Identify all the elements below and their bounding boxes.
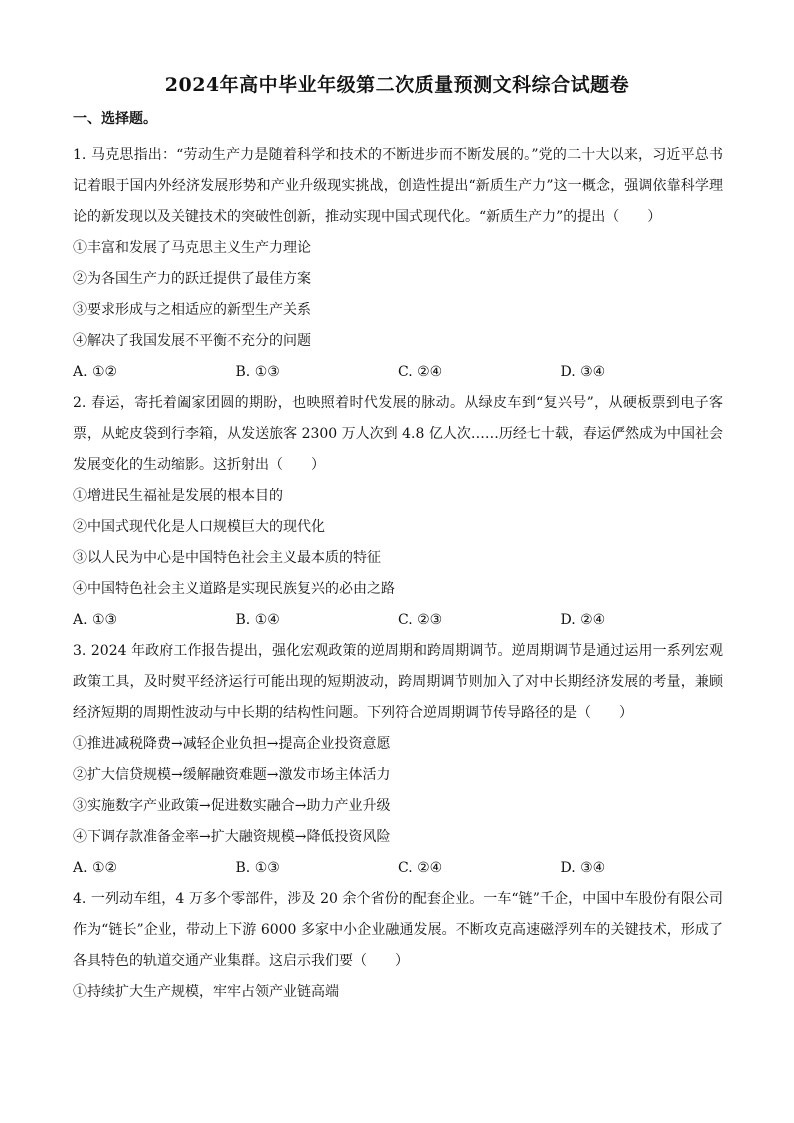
question-3-option-3: ③实施数字产业政策→促进数实融合→助力产业升级 <box>73 798 391 814</box>
question-3-option-4: ④下调存款准备金率→扩大融资规模→降低投资风险 <box>73 829 391 845</box>
question-1-option-1: ①丰富和发展了马克思主义生产力理论 <box>73 240 311 256</box>
question-1-choices <box>73 357 723 388</box>
question-3 <box>73 636 723 884</box>
question-2 <box>73 388 723 636</box>
question-3-choice-d: D. ③④ <box>560 860 606 876</box>
question-2-choice-c: C. ②③ <box>398 612 443 628</box>
question-3-choice-a: A. ①② <box>73 860 118 876</box>
question-1-choice-a: A. ①② <box>73 364 118 380</box>
question-4-stem: 4. 一列动车组，4 万多个零部件，涉及 20 余个省份的配套企业。一车“链”千企，中国中车股份有限公司作为“链长”企业，带动上下游 6000 多家中小企业融通发展。不断攻克高速磁浮列车的关键技术，形成了各具特色的轨道交通产业集群。这启示我们要（ ） <box>73 891 723 969</box>
section-heading: 一、选择题。 <box>73 111 157 127</box>
question-2-option-4: ④中国特色社会主义道路是实现民族复兴的必由之路 <box>73 581 395 597</box>
question-2-choices <box>73 605 723 636</box>
question-1-choice-b: B. ①③ <box>235 364 280 380</box>
question-2-choice-d: D. ②④ <box>560 612 606 628</box>
questions-content <box>73 140 723 1008</box>
question-3-choice-b: B. ①③ <box>235 860 280 876</box>
question-1-option-3: ③要求形成与之相适应的新型生产关系 <box>73 302 311 318</box>
question-2-choice-b: B. ①④ <box>235 612 280 628</box>
question-1-choice-c: C. ②④ <box>398 364 443 380</box>
question-3-option-2: ②扩大信贷规模→缓解融资难题→激发市场主体活力 <box>73 767 391 783</box>
question-2-option-2: ②中国式现代化是人口规模巨大的现代化 <box>73 519 325 535</box>
question-2-stem: 2. 春运，寄托着阖家团圆的期盼，也映照着时代发展的脉动。从绿皮车到“复兴号”，从硬板票到电子客票，从蛇皮袋到行李箱，从发送旅客 2300 万人次到 4.8 亿人次……历经七十载，春运俨然成为中国社会发展变化的生动缩影。这折射出（ ） <box>73 395 723 473</box>
question-1 <box>73 140 723 388</box>
question-1-option-2: ②为各国生产力的跃迁提供了最佳方案 <box>73 271 311 287</box>
question-1-stem: 1. 马克思指出：“劳动生产力是随着科学和技术的不断进步而不断发展的。”党的二十大以来，习近平总书记着眼于国内外经济发展形势和产业升级现实挑战，创造性提出“新质生产力”这一概念，强调依靠科学理论的新发现以及关键技术的突破性创新，推动实现中国式现代化。“新质生产力”的提出（ ） <box>73 147 723 225</box>
question-4 <box>73 884 723 1008</box>
question-1-option-4: ④解决了我国发展不平衡不充分的问题 <box>73 333 311 349</box>
question-3-stem: 3. 2024 年政府工作报告提出，强化宏观政策的逆周期和跨周期调节。逆周期调节是通过运用一系列宏观政策工具，及时熨平经济运行可能出现的短期波动，跨周期调节则加入了对中长期经济发展的考量，兼顾经济短期的周期性波动与中长期的结构性问题。下列符合逆周期调节传导路径的是（ ） <box>73 643 723 721</box>
question-3-choices <box>73 853 723 884</box>
question-2-choice-a: A. ①③ <box>73 612 118 628</box>
question-1-choice-d: D. ③④ <box>560 364 606 380</box>
question-3-option-1: ①推进减税降费→减轻企业负担→提高企业投资意愿 <box>73 736 391 752</box>
question-2-option-1: ①增进民生福祉是发展的根本目的 <box>73 488 283 504</box>
question-4-option-1: ①持续扩大生产规模，牢牢占领产业链高端 <box>73 984 339 1000</box>
question-2-option-3: ③以人民为中心是中国特色社会主义最本质的特征 <box>73 550 381 566</box>
exam-title: 2024年高中毕业年级第二次质量预测文科综合试题卷 <box>164 74 630 96</box>
question-3-choice-c: C. ②④ <box>398 860 443 876</box>
